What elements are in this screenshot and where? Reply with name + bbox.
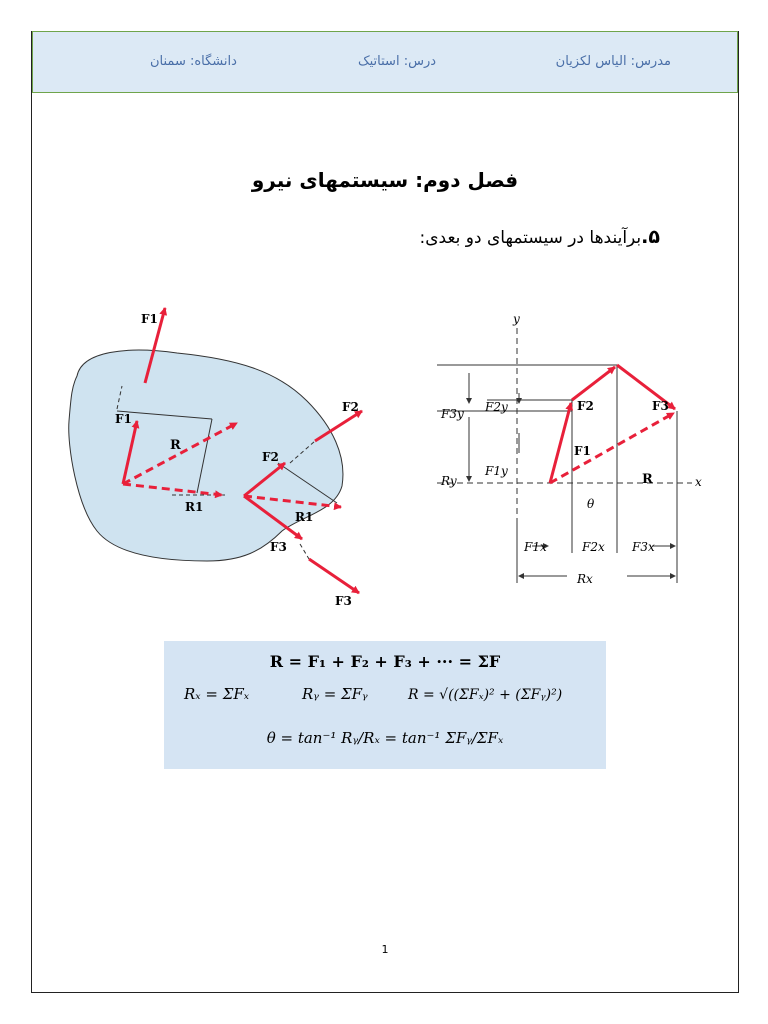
section-number: ۵. <box>641 226 660 248</box>
label-f2-out: F2 <box>342 400 359 414</box>
label-f2x: F2x <box>582 540 605 554</box>
label-f1x: F1x <box>524 540 547 554</box>
header-instructor: مدرس: الیاس لکزیان <box>555 54 671 69</box>
label-ry: Ry <box>441 474 457 488</box>
label-f1-top: F1 <box>141 312 158 326</box>
vector-r-right <box>550 413 674 483</box>
formula-r-magnitude: R = √((ΣFₓ)² + (ΣFᵧ)²) <box>408 687 563 703</box>
label-f3: F3 <box>270 540 287 554</box>
formula-ry: Rᵧ = ΣFᵧ <box>302 685 368 703</box>
figure-rigid-body <box>57 271 359 608</box>
formula-resultant-sum: R = F₁ + F₂ + F₃ + ··· = ΣF <box>269 652 501 671</box>
section-heading <box>420 226 660 248</box>
formula-theta: θ = tan⁻¹ Rᵧ/Rₓ = tan⁻¹ ΣFᵧ/ΣFₓ <box>266 729 504 747</box>
label-f1y: F1y <box>485 464 508 478</box>
label-f3y: F3y <box>441 407 464 421</box>
label-r: R <box>170 438 181 453</box>
label-rx: Rx <box>577 572 593 586</box>
label-y-axis: y <box>513 312 520 326</box>
label-r1-right: R1 <box>295 510 314 524</box>
label-f3-out: F3 <box>335 594 352 608</box>
label-f1-right: F1 <box>574 444 591 458</box>
label-f1: F1 <box>115 412 132 426</box>
formula-box <box>164 641 606 769</box>
page-number: 1 <box>381 943 389 956</box>
vector-f1-right <box>550 403 571 483</box>
label-f2-right: F2 <box>577 399 594 413</box>
label-r-right: R <box>642 472 653 487</box>
label-x-axis: x <box>695 475 702 489</box>
page-header <box>32 31 738 93</box>
chapter-title: فصل دوم: سیستمهای نیرو <box>251 168 519 192</box>
header-course: درس: استاتیک <box>358 54 437 69</box>
formula-rx: Rₓ = ΣFₓ <box>184 685 250 703</box>
vector-f3-out <box>309 559 359 593</box>
label-theta: θ <box>587 497 595 511</box>
label-f2: F2 <box>262 450 279 464</box>
label-f3-right: F3 <box>652 399 669 413</box>
header-university: دانشگاه: سمنان <box>150 54 237 69</box>
label-f2y: F2y <box>485 400 508 414</box>
document-page <box>31 31 739 993</box>
section-text: برآیندها در سیستمهای دو بعدی: <box>419 228 642 248</box>
rigid-body-shape <box>69 350 343 561</box>
label-r1-bottom: R1 <box>185 500 204 514</box>
figure-vector-components <box>427 303 717 593</box>
vector-f2-right <box>572 367 615 400</box>
label-f3x: F3x <box>632 540 655 554</box>
